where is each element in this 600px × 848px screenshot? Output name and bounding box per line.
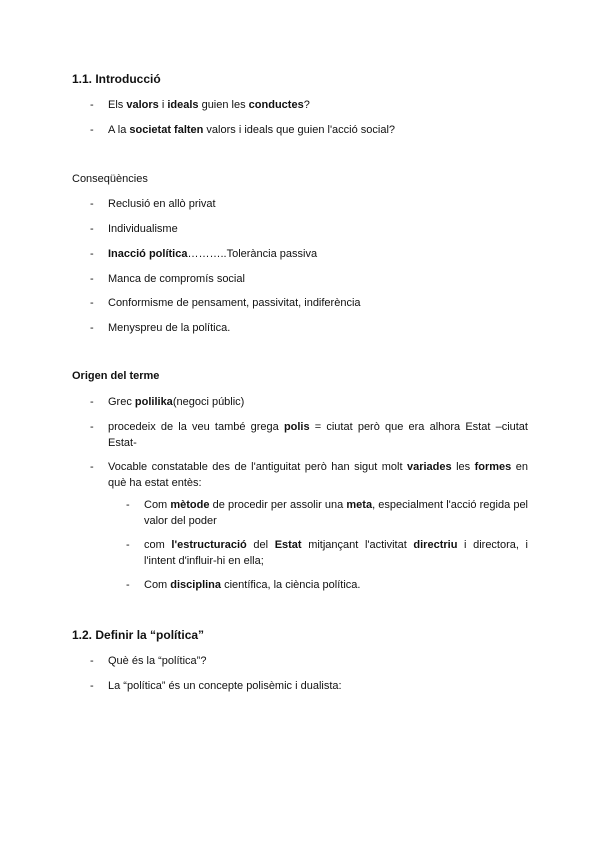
list-item-text: A la societat falten valors i ideals que guien l'acció social? [108,124,396,136]
bullet-dash: - [90,297,94,309]
list-item [90,420,528,451]
list-item-text: La “política” és un concepte polisèmic i dualista: [108,680,342,692]
list-item [90,197,528,213]
bullet-dash: - [90,223,94,235]
origen-heading: Origen del terme [72,370,160,382]
list-item [90,98,528,114]
bold-term: valors [126,99,159,111]
consequencies-label: Conseqüències [72,173,148,185]
list-item [90,272,528,288]
list-item-text: Conformisme de pensament, passivitat, indiferència [108,297,361,309]
list-item-text: Què és la “política”? [108,655,207,667]
bullet-dash: - [90,124,94,136]
bold-term: meta [346,499,373,511]
bold-term: polis [283,421,310,433]
section-heading-introduccio: 1.1. Introducció [72,72,161,86]
bullet-dash: - [126,539,130,551]
bullet-dash: - [90,655,94,667]
bold-term: ideals [167,99,199,111]
bullet-dash: - [90,248,94,260]
list-item-text: Grec polilika(negoci públic) [108,396,245,408]
list-item-text: Menyspreu de la política. [108,322,231,334]
sub-list-item-text: Com mètode de procedir per assolir una meta, especialment l'acció regida pel valor del poder [144,499,529,527]
list-item [90,123,528,139]
list-item-text: Manca de compromís social [108,273,245,285]
list-item [90,296,528,312]
sub-list-item [126,578,528,594]
bullet-dash: - [90,322,94,334]
list-item-text: Reclusió en allò privat [108,198,216,210]
bold-term: directriu [413,539,458,551]
bullet-dash: - [126,499,130,511]
sub-list-item [126,538,528,569]
bullet-dash: - [90,680,94,692]
bullet-dash: - [126,579,130,591]
sub-list-item [126,498,528,529]
list-item [90,654,528,670]
list-item-text: Vocable constatable des de l'antiguitat però han sigut molt variades les formes en què ha estat entès: [108,461,528,489]
section-heading-definir: 1.2. Definir la “política” [72,628,205,642]
bullet-dash: - [90,198,94,210]
bold-term: polilika [134,396,173,408]
list-item [90,222,528,238]
bullet-dash: - [90,421,94,433]
list-item-text: procedeix de la veu també grega polis = ciutat però que era alhora Estat –ciutat Estat- [108,421,528,449]
bold-term: mètode [170,499,210,511]
bullet-dash: - [90,99,94,111]
list-item [90,247,528,263]
list-item [90,460,528,491]
list-item-text: Inacció política………..Tolerància passiva [108,248,318,260]
bold-term: conductes [248,99,304,111]
bold-term: Estat [274,539,302,551]
bold-term: disciplina [170,579,222,591]
bullet-dash: - [90,461,94,473]
sub-list-item-text: com l'estructuració del Estat mitjançant l'activitat directriu i directora, i l'intent d'influir-hi en ella; [144,539,528,567]
bold-term: variades [406,461,452,473]
list-item [90,679,528,695]
bullet-dash: - [90,273,94,285]
list-item [90,395,528,411]
bold-term: l'estructuració [171,539,247,551]
list-item-text: Individualisme [108,223,178,235]
bold-term: societat falten [129,124,204,136]
bold-term: Inacció política [108,248,188,260]
list-item [90,321,528,337]
bullet-dash: - [90,396,94,408]
sub-list-item-text: Com disciplina científica, la ciència política. [144,579,361,591]
bold-term: formes [474,461,512,473]
list-item-text: Els valors i ideals guien les conductes? [108,99,310,111]
